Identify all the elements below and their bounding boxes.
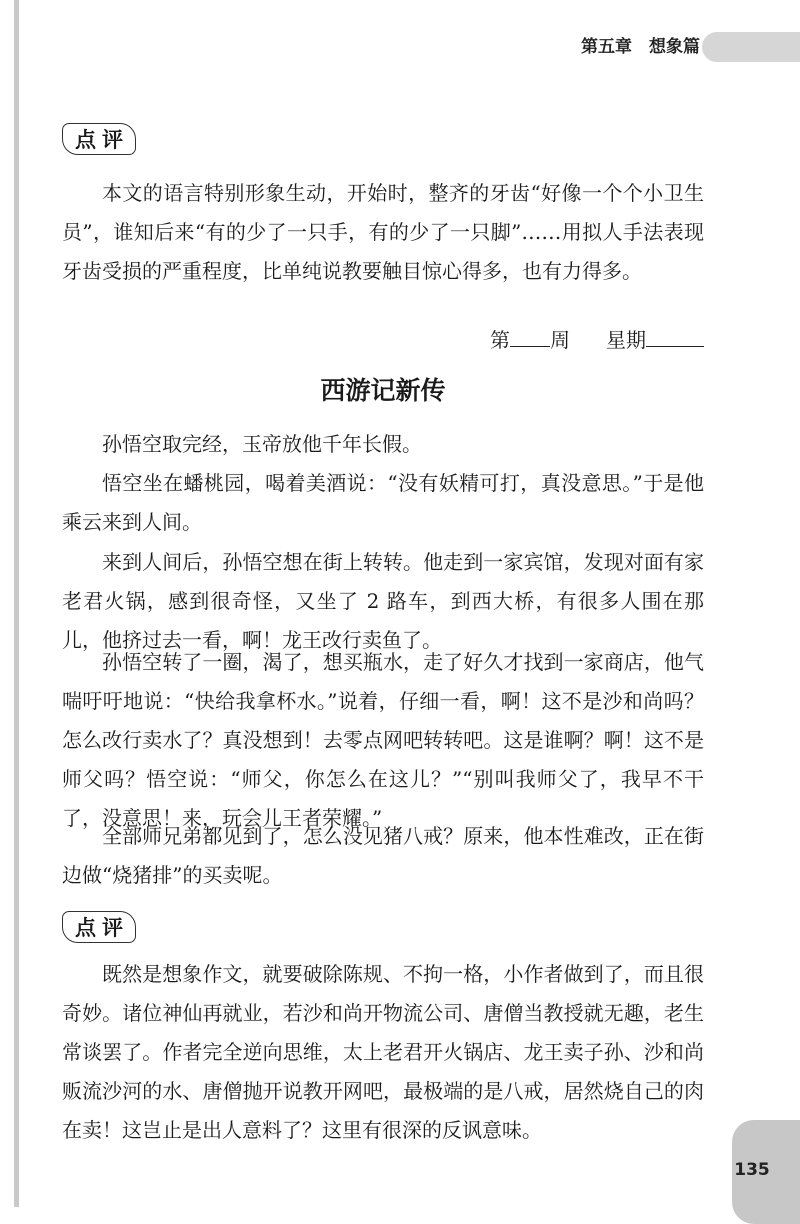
story-paragraph: 孙悟空取完经，玉帝放他千年长假。 bbox=[102, 432, 422, 456]
weekday-label: 星期 bbox=[606, 328, 646, 352]
story-title: 西游记新传 bbox=[320, 376, 446, 405]
story-paragraph: 悟空坐在蟠桃园，喝着美酒说：“没有妖精可打，真没意思。”于是他乘云来到人间。 bbox=[62, 471, 704, 534]
page-margin-rule bbox=[14, 0, 19, 1207]
running-head: 第五章 想象篇 bbox=[581, 37, 700, 57]
comment-text: 本文的语言特别形象生动，开始时，整齐的牙齿“好像一个个小卫生员”，谁知后来“有的少了一只手，有的少了一只脚”……用拟人手法表现牙齿受损的严重程度，比单纯说教要触目惊心得多，也有力得多。 bbox=[62, 181, 704, 283]
header-tab bbox=[702, 32, 800, 62]
week-weekday-line bbox=[490, 324, 704, 356]
week-number-blank bbox=[510, 324, 550, 347]
week-prefix: 第 bbox=[490, 328, 510, 352]
weekday-blank bbox=[646, 324, 704, 347]
comment-label: 点评 bbox=[62, 123, 136, 155]
week-suffix: 周 bbox=[550, 328, 570, 352]
page-number: 135 bbox=[734, 1160, 770, 1180]
story-paragraph: 来到人间后，孙悟空想在街上转转。他走到一家宾馆，发现对面有家老君火锅，感到很奇怪，又坐了 2 路车，到西大桥，有很多人围在那儿，他挤过去一看，啊！龙王改行卖鱼了。 bbox=[62, 550, 704, 652]
story-paragraph: 全部师兄弟都见到了，怎么没见猪八戒？原来，他本性难改，正在街边做“烧猪排”的买卖呢。 bbox=[62, 824, 704, 887]
comment-label: 点评 bbox=[62, 911, 136, 943]
story-paragraph: 孙悟空转了一圈，渴了，想买瓶水，走了好久才找到一家商店，他气喘吁吁地说：“快给我拿杯水。”说着，仔细一看，啊！这不是沙和尚吗？怎么改行卖水了？真没想到！去零点网吧转转吧。这是谁啊？啊！这不是师父吗？悟空说：“师父，你怎么在这儿？”“别叫我师父了，我早不干了，没意思！来，玩会儿王者荣耀。” bbox=[62, 650, 704, 830]
comment-text: 既然是想象作文，就要破除陈规、不拘一格，小作者做到了，而且很奇妙。诸位神仙再就业，若沙和尚开物流公司、唐僧当教授就无趣，老生常谈罢了。作者完全逆向思维，太上老君开火锅店、龙王卖子孙、沙和尚贩流沙河的水、唐僧抛开说教开网吧，最极端的是八戒，居然烧自己的肉在卖！这岂止是出人意料了？这里有很深的反讽意味。 bbox=[62, 962, 704, 1142]
